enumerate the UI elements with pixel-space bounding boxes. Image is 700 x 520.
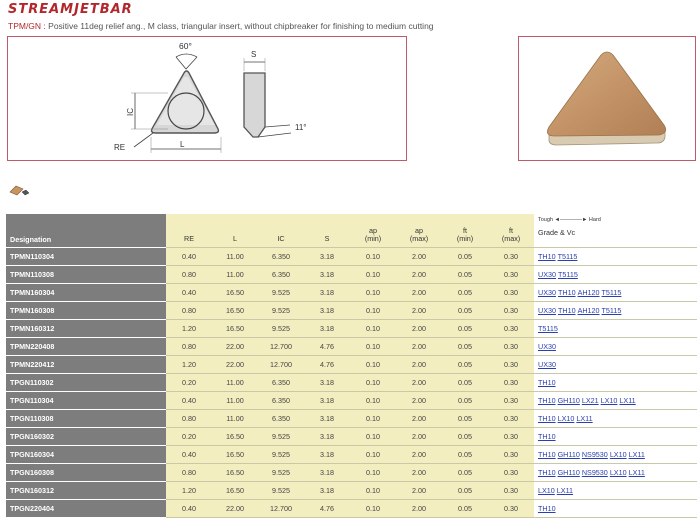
table-row (6, 301, 697, 319)
insert-photo-panel (518, 36, 696, 161)
s-cell: 3.18 (304, 373, 350, 391)
ap-max-cell: 2.00 (396, 247, 442, 265)
designation-cell: TPMN160308 (6, 301, 166, 319)
table-row (6, 427, 697, 445)
s-cell: 3.18 (304, 463, 350, 481)
ap-min-cell: 0.10 (350, 319, 396, 337)
designation-cell: TPGN160308 (6, 463, 166, 481)
ft-max-cell: 0.30 (488, 283, 534, 301)
ap-min-cell: 0.10 (350, 391, 396, 409)
grade-link[interactable]: AH120 (577, 305, 600, 315)
grade-link[interactable]: LX10 (557, 413, 575, 423)
tough-hard-scale: Tough ◄————► Hard (538, 217, 601, 223)
ap-max-cell: 2.00 (396, 427, 442, 445)
grade-link[interactable]: LX11 (576, 413, 593, 423)
l-cell: 11.00 (212, 391, 258, 409)
designation-cell: TPGN220404 (6, 499, 166, 517)
grade-link[interactable]: AH120 (577, 287, 600, 297)
ft-min-cell: 0.05 (442, 265, 488, 283)
ap-min-cell: 0.10 (350, 247, 396, 265)
re-cell: 0.40 (166, 247, 212, 265)
grade-cell (534, 337, 697, 355)
designation-cell: TPGN160304 (6, 445, 166, 463)
grade-link[interactable]: TH10 (557, 305, 576, 315)
ic-cell: 6.350 (258, 247, 304, 265)
grade-link[interactable]: UX30 (538, 269, 556, 279)
grade-link[interactable]: LX10 (609, 449, 627, 459)
grade-link[interactable]: TH10 (538, 431, 556, 441)
l-cell: 11.00 (212, 373, 258, 391)
re-cell: 1.20 (166, 319, 212, 337)
grade-link[interactable]: TH10 (538, 449, 556, 459)
ic-label: IC (126, 108, 135, 116)
re-cell: 0.40 (166, 283, 212, 301)
l-cell: 16.50 (212, 283, 258, 301)
table-header-row (6, 214, 697, 247)
ft-min-cell: 0.05 (442, 445, 488, 463)
grade-link[interactable]: T5115 (538, 323, 558, 333)
ft-max-cell: 0.30 (488, 319, 534, 337)
ft-min-cell: 0.05 (442, 301, 488, 319)
ic-cell: 6.350 (258, 391, 304, 409)
table-row (6, 499, 697, 517)
grade-link[interactable]: LX11 (628, 449, 645, 459)
ft-max-cell: 0.30 (488, 481, 534, 499)
brand-logo: STREAMJETBAR (8, 2, 133, 17)
ap-max-cell: 2.00 (396, 337, 442, 355)
grade-link[interactable]: TH10 (538, 395, 556, 405)
s-cell: 4.76 (304, 355, 350, 373)
ap-max-cell: 2.00 (396, 481, 442, 499)
grade-cell (534, 463, 697, 481)
ft-min-cell: 0.05 (442, 373, 488, 391)
ft-max-cell: 0.30 (488, 337, 534, 355)
grade-link[interactable]: UX30 (538, 305, 556, 315)
ft-max-cell: 0.30 (488, 247, 534, 265)
grade-cell (534, 265, 697, 283)
ft-min-cell: 0.05 (442, 499, 488, 517)
grade-cell (534, 391, 697, 409)
ic-cell: 9.525 (258, 319, 304, 337)
col-ap-max: ap (max) (396, 214, 442, 247)
ap-max-cell: 2.00 (396, 499, 442, 517)
table-row (6, 247, 697, 265)
l-cell: 16.50 (212, 463, 258, 481)
grade-cell (534, 481, 697, 499)
grade-link[interactable]: LX11 (628, 467, 645, 477)
re-cell: 0.40 (166, 499, 212, 517)
ap-min-cell: 0.10 (350, 301, 396, 319)
grade-cell (534, 283, 697, 301)
grade-link[interactable]: T5115 (601, 305, 622, 315)
ap-max-cell: 2.00 (396, 283, 442, 301)
grade-link[interactable]: LX10 (600, 395, 618, 405)
s-cell: 3.18 (304, 283, 350, 301)
insert-specifications-table (6, 214, 697, 518)
ap-min-cell: 0.10 (350, 463, 396, 481)
grade-link[interactable]: LX11 (619, 395, 636, 405)
ft-min-cell: 0.05 (442, 337, 488, 355)
ap-max-cell: 2.00 (396, 355, 442, 373)
table-row (6, 409, 697, 427)
ap-max-cell: 2.00 (396, 373, 442, 391)
grade-link[interactable]: TH10 (538, 413, 556, 423)
l-cell: 16.50 (212, 301, 258, 319)
table-row (6, 337, 697, 355)
col-s: S (304, 214, 350, 247)
ic-cell: 12.700 (258, 337, 304, 355)
relief-angle-label: 11° (295, 123, 307, 132)
grade-cell (534, 427, 697, 445)
table-row (6, 355, 697, 373)
ft-min-cell: 0.05 (442, 391, 488, 409)
re-cell: 0.80 (166, 409, 212, 427)
col-ap-min: ap (min) (350, 214, 396, 247)
ic-cell: 12.700 (258, 499, 304, 517)
product-code: TPM/GN : (8, 21, 46, 31)
designation-cell: TPMN160312 (6, 319, 166, 337)
ap-min-cell: 0.10 (350, 445, 396, 463)
s-cell: 3.18 (304, 409, 350, 427)
ic-cell: 6.350 (258, 409, 304, 427)
re-cell: 0.80 (166, 337, 212, 355)
ap-min-cell: 0.10 (350, 283, 396, 301)
ft-max-cell: 0.30 (488, 355, 534, 373)
ft-max-cell: 0.30 (488, 265, 534, 283)
re-cell: 1.20 (166, 481, 212, 499)
insert-geometry-diagram (8, 37, 408, 162)
l-cell: 11.00 (212, 265, 258, 283)
ft-min-cell: 0.05 (442, 319, 488, 337)
s-cell: 4.76 (304, 499, 350, 517)
insert-side-profile (244, 73, 265, 137)
designation-cell: TPMN160304 (6, 283, 166, 301)
l-cell: 11.00 (212, 247, 258, 265)
ap-max-cell: 2.00 (396, 301, 442, 319)
grade-cell (534, 373, 697, 391)
designation-cell: TPMN110308 (6, 265, 166, 283)
ap-min-cell: 0.10 (350, 499, 396, 517)
col-ft-max: ft (max) (488, 214, 534, 247)
grade-cell (534, 301, 697, 319)
re-cell: 0.20 (166, 427, 212, 445)
col-grade: Tough ◄————► Hard Grade & Vc (534, 214, 697, 247)
grade-link[interactable]: TH10 (557, 287, 576, 297)
grade-link[interactable]: T5115 (557, 269, 578, 279)
s-cell: 3.18 (304, 265, 350, 283)
s-cell: 4.76 (304, 337, 350, 355)
grade-cell (534, 445, 697, 463)
ft-min-cell: 0.05 (442, 283, 488, 301)
grade-link[interactable]: LX11 (556, 485, 574, 495)
ap-min-cell: 0.10 (350, 337, 396, 355)
product-subtitle (8, 21, 434, 31)
s-cell: 3.18 (304, 391, 350, 409)
grade-link[interactable]: GH110 (557, 449, 580, 459)
grade-cell (534, 355, 697, 373)
ap-min-cell: 0.10 (350, 355, 396, 373)
table-row (6, 391, 697, 409)
table-row (6, 373, 697, 391)
l-cell: 22.00 (212, 499, 258, 517)
grade-link[interactable]: NS9530 (581, 449, 608, 459)
grade-link[interactable]: T5115 (601, 287, 622, 297)
grade-link[interactable]: NS9530 (581, 467, 608, 477)
re-cell: 0.80 (166, 301, 212, 319)
grade-link[interactable]: UX30 (538, 359, 556, 369)
re-label: RE (114, 143, 126, 152)
table-row (6, 463, 697, 481)
ic-cell: 12.700 (258, 355, 304, 373)
ft-max-cell: 0.30 (488, 463, 534, 481)
col-re: RE (166, 214, 212, 247)
ft-min-cell: 0.05 (442, 409, 488, 427)
ap-max-cell: 2.00 (396, 319, 442, 337)
insert-product-image (519, 37, 697, 162)
designation-cell: TPMN220408 (6, 337, 166, 355)
s-cell: 3.18 (304, 445, 350, 463)
ic-cell: 9.525 (258, 463, 304, 481)
grade-link[interactable]: UX30 (538, 341, 556, 351)
ft-max-cell: 0.30 (488, 499, 534, 517)
grade-cell (534, 499, 697, 517)
grade-link[interactable]: T5115 (557, 251, 578, 261)
ft-min-cell: 0.05 (442, 355, 488, 373)
ic-cell: 9.525 (258, 445, 304, 463)
designation-cell: TPGN110302 (6, 373, 166, 391)
ap-max-cell: 2.00 (396, 265, 442, 283)
col-ic: IC (258, 214, 304, 247)
grade-link[interactable]: TH10 (538, 251, 556, 261)
grade-cell (534, 319, 697, 337)
grade-link[interactable]: TH10 (538, 503, 556, 513)
ap-max-cell: 2.00 (396, 391, 442, 409)
re-cell: 0.20 (166, 373, 212, 391)
designation-cell: TPGN110308 (6, 409, 166, 427)
ap-max-cell: 2.00 (396, 445, 442, 463)
ft-max-cell: 0.30 (488, 409, 534, 427)
ic-cell: 9.525 (258, 427, 304, 445)
ic-cell: 9.525 (258, 301, 304, 319)
ap-min-cell: 0.10 (350, 373, 396, 391)
ap-min-cell: 0.10 (350, 265, 396, 283)
grade-cell (534, 247, 697, 265)
ft-max-cell: 0.30 (488, 427, 534, 445)
designation-cell: TPGN160302 (6, 427, 166, 445)
grade-link[interactable]: TH10 (538, 467, 556, 477)
angle-60-label: 60° (179, 41, 192, 51)
s-cell: 3.18 (304, 427, 350, 445)
ft-min-cell: 0.05 (442, 463, 488, 481)
s-cell: 3.18 (304, 481, 350, 499)
ap-max-cell: 2.00 (396, 463, 442, 481)
s-cell: 3.18 (304, 319, 350, 337)
grade-link[interactable]: LX21 (581, 395, 599, 405)
col-ft-min: ft (min) (442, 214, 488, 247)
ap-min-cell: 0.10 (350, 409, 396, 427)
ap-min-cell: 0.10 (350, 427, 396, 445)
ft-min-cell: 0.05 (442, 247, 488, 265)
grade-link[interactable]: LX10 (609, 467, 627, 477)
designation-cell: TPGN160312 (6, 481, 166, 499)
ap-min-cell: 0.10 (350, 481, 396, 499)
grade-link[interactable]: GH110 (557, 467, 580, 477)
l-cell: 22.00 (212, 355, 258, 373)
s-cell: 3.18 (304, 301, 350, 319)
table-row (6, 481, 697, 499)
s-cell: 3.18 (304, 247, 350, 265)
ft-max-cell: 0.30 (488, 391, 534, 409)
ic-cell: 9.525 (258, 283, 304, 301)
table-row (6, 319, 697, 337)
designation-cell: TPGN110304 (6, 391, 166, 409)
l-cell: 16.50 (212, 319, 258, 337)
grade-link[interactable]: GH110 (557, 395, 580, 405)
l-cell: 16.50 (212, 481, 258, 499)
grade-link[interactable]: TH10 (538, 377, 556, 387)
insert-diagram-panel (7, 36, 407, 161)
l-cell: 22.00 (212, 337, 258, 355)
l-cell: 16.50 (212, 445, 258, 463)
ic-cell: 6.350 (258, 265, 304, 283)
grade-link[interactable]: LX10 (538, 485, 555, 495)
l-cell: 16.50 (212, 427, 258, 445)
designation-cell: TPMN110304 (6, 247, 166, 265)
s-label: S (251, 50, 257, 59)
grade-link[interactable]: UX30 (538, 287, 556, 297)
re-cell: 1.20 (166, 355, 212, 373)
ap-max-cell: 2.00 (396, 409, 442, 427)
re-cell: 0.80 (166, 463, 212, 481)
ft-max-cell: 0.30 (488, 301, 534, 319)
ft-min-cell: 0.05 (442, 427, 488, 445)
ic-cell: 6.350 (258, 373, 304, 391)
product-description: Positive 11deg relief ang., M class, triangular insert, without chipbreaker for finishing to medium cutting (48, 21, 434, 31)
ic-cell: 9.525 (258, 481, 304, 499)
table-row (6, 283, 697, 301)
re-cell: 0.40 (166, 391, 212, 409)
designation-cell: TPMN220412 (6, 355, 166, 373)
insert-thumbnail-icon (8, 183, 30, 197)
re-cell: 0.80 (166, 265, 212, 283)
table-row (6, 265, 697, 283)
col-designation: Designation (6, 214, 166, 247)
grade-cell (534, 409, 697, 427)
l-label: L (180, 140, 185, 149)
ft-max-cell: 0.30 (488, 373, 534, 391)
ft-max-cell: 0.30 (488, 445, 534, 463)
re-cell: 0.40 (166, 445, 212, 463)
l-cell: 11.00 (212, 409, 258, 427)
col-l: L (212, 214, 258, 247)
ft-min-cell: 0.05 (442, 481, 488, 499)
table-row (6, 445, 697, 463)
